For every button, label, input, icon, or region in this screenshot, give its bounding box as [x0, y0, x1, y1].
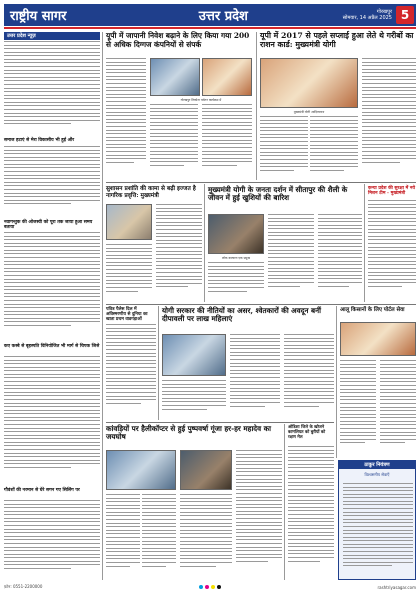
column-divider [256, 32, 257, 180]
column-divider [102, 32, 103, 580]
policy-photo [162, 334, 226, 376]
advertisement [338, 460, 416, 580]
column-divider [364, 184, 365, 302]
photo-caption: मुख्यमंत्री योगी आदित्यनाथ [293, 110, 325, 114]
darshan-photo [208, 214, 264, 254]
column-divider [336, 306, 337, 458]
darshan-text [208, 262, 264, 300]
lead-left-photo-2 [202, 58, 252, 96]
footer-contact: फ़ोन: 0551-2200000 [4, 584, 43, 589]
portal-headline: आलू किसानों के लिए पोर्टल सेवा [340, 307, 405, 313]
column-divider [158, 306, 159, 420]
page-footer [4, 584, 416, 590]
sidebar-story-heading: गौवंशों की नरमान से घेरे सगन गए सिलिंग पर [4, 488, 80, 493]
lead-left-text [106, 58, 146, 178]
ad-title: ठाकुर नियंत्रण [339, 461, 415, 469]
helicopter-text [236, 450, 282, 580]
helicopter-photo-2 [180, 450, 232, 490]
yellow-dot [211, 585, 215, 589]
date-label: सोमवार, 14 अप्रैल 2025 [342, 15, 392, 21]
small-story-headline: पवित्र पैलेस दिल में अविस्मरणीय से दुनिया का खाता प्रथम वाडगड़ाओं [106, 307, 148, 323]
photo-caption: लोक कल्याण एक प्रमुख [222, 256, 250, 260]
sidebar-text-block [4, 41, 100, 136]
helicopter-photo [106, 450, 176, 490]
sidebar-story-heading: नवागन्तुक की ओजस्वी को पूरा तक जाया हुआ समय बताया [4, 220, 93, 231]
masthead-underline [4, 27, 416, 29]
portal-text [380, 360, 416, 456]
helicopter-text [180, 494, 232, 580]
sidebar-story-heading: कए कस्बे से बृहस्पति विनियोजित भी मार्ग से चिपक जिसे [4, 344, 100, 349]
portal-photo [340, 322, 416, 356]
color-registration-marks [199, 585, 221, 589]
lead-left-headline: यूपी में जापानी निवेश बढ़ाने के लिए किया गया 200 से अधिक दिग्गज कंपनियों से संपर्क [106, 31, 250, 49]
policy-headline: योगी सरकार की नीतियों का असर, श्वेतकारों की अवदून बनीं दीपावली पर लाख महिलाएं [162, 306, 321, 324]
lead-right-headline: यूपी में 2017 से पहले सप्लाई हुआ लेते थे गरीबों का राशन कार्ड: मुख्यमंत्री योगी [260, 31, 414, 49]
page-title: उत्तर प्रदेश [198, 9, 248, 24]
darshan-side-text [368, 200, 416, 300]
magenta-dot [205, 585, 209, 589]
lead-right-text [362, 58, 416, 180]
policy-text [230, 334, 280, 418]
policy-text [162, 380, 226, 418]
small-story-text [288, 446, 334, 580]
small-story-text [106, 324, 156, 416]
photo-caption: गोरखपुर तिकोना पर्यटन कार्यक्रम में [180, 98, 222, 102]
sidebar-story-heading: समाज हटाएं से मेरा विकासीय भी हुई और [4, 138, 75, 143]
section-name: राष्ट्रीय सागर [10, 9, 67, 24]
lead-left-text [150, 104, 198, 178]
section-divider [106, 304, 416, 305]
helicopter-text [106, 494, 140, 580]
city-label: गोरखपुर [376, 9, 392, 15]
sidebar-title: उत्तर प्रदेश न्यूज़ [4, 32, 100, 40]
column-divider [204, 184, 205, 302]
sidebar-text-block [4, 146, 100, 216]
lead-right-text [260, 116, 308, 180]
sushasan-photo [106, 204, 152, 240]
sidebar-text-block [4, 232, 100, 342]
small-story-headline: ओडिशा जिले के खोजने कामलियत को बुरीयों को रक्षण मेल [288, 424, 326, 439]
sidebar-text-block [4, 500, 100, 580]
sidebar-text-block [4, 356, 100, 486]
black-dot [217, 585, 221, 589]
lead-left-photo [150, 58, 200, 96]
column-divider [284, 424, 285, 580]
footer-website: rashtriyasagar.com [377, 584, 416, 590]
ad-text-lines [343, 483, 413, 575]
cyan-dot [199, 585, 203, 589]
date-block [343, 9, 396, 21]
lead-left-text [202, 104, 252, 178]
darshan-text [318, 214, 362, 300]
helicopter-headline: कांवड़ियों पर हैलीकॉप्टर से हुई पुष्पवर्षा गूंजा हर-हर महादेव का जयघोष [106, 424, 272, 442]
darshan-side-headline: कन्या प्रदेश की सुरक्षा में नये मिशन टीम - मुख्यमंत्री [368, 186, 416, 197]
darshan-text [268, 214, 314, 300]
helicopter-text [142, 494, 176, 580]
portal-text [340, 360, 376, 456]
section-divider [106, 422, 334, 423]
sushasan-headline: सुशासन प्रशांति की कामा से बढ़ी इज्जत है नागरिक प्रवृत्ति: मुख्यमंत्री [106, 186, 196, 199]
sidebar-column [4, 32, 100, 580]
policy-text [284, 334, 334, 418]
lead-right-photo [260, 58, 358, 108]
lead-right-text [310, 116, 358, 180]
darshan-headline: मुख्यमंत्री योगी के जनता दर्शन में सीतापुर की शैली के जीवन में हुई खुशियों की बारिश [208, 185, 348, 203]
section-divider [106, 182, 416, 183]
page-number-badge: 5 [396, 6, 414, 24]
ad-text: विश्वसनीय सेवाएँ [364, 472, 390, 477]
sushasan-text [156, 204, 202, 300]
sushasan-text [106, 244, 152, 300]
masthead [4, 4, 416, 26]
